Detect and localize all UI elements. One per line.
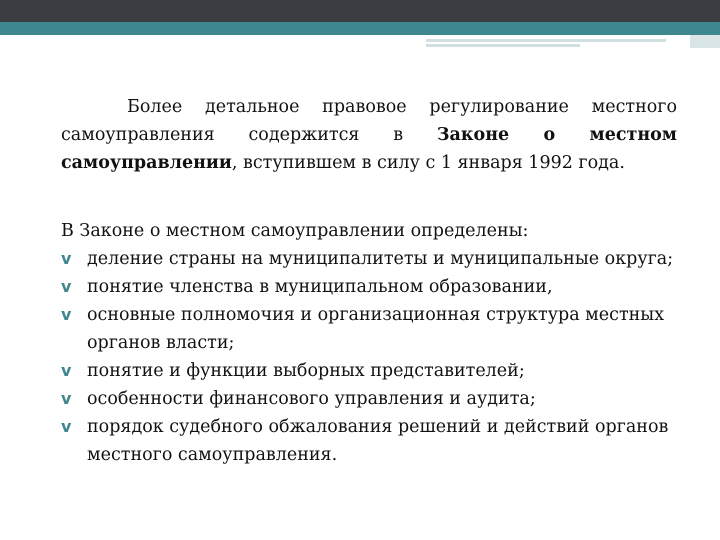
diamond-bullet-icon: v — [61, 417, 72, 436]
list-item-text: порядок судебного обжалования решений и действий органов местного самоуправления. — [87, 417, 669, 465]
diamond-bullet-icon: v — [61, 389, 72, 408]
list-item-text: понятие членства в муниципальном образовании, — [87, 277, 553, 297]
list-item — [61, 273, 677, 301]
intro-paragraph — [61, 93, 677, 177]
provisions-list — [61, 245, 677, 469]
list-item-text: основные полномочия и организационная структура местных органов власти; — [87, 305, 665, 353]
slide-content — [61, 93, 677, 469]
list-heading: В Законе о местном самоуправлении определены: — [61, 221, 529, 241]
diamond-bullet-icon: v — [61, 249, 72, 268]
header-accent-bar — [0, 22, 720, 35]
list-item — [61, 357, 677, 385]
list-item — [61, 245, 677, 273]
header-dark-bar — [0, 0, 720, 22]
list-item — [61, 301, 677, 357]
paragraph-text-start: Более детальное правовое регулирование местного самоуправления содержится в — [61, 97, 677, 145]
law-name: Законе о местном самоуправлении — [61, 125, 678, 173]
header-decor-line — [426, 39, 666, 42]
diamond-bullet-icon: v — [61, 305, 72, 324]
diamond-bullet-icon: v — [61, 277, 72, 296]
list-item-text: особенности финансового управления и аудита; — [87, 389, 536, 409]
header-corner-block — [690, 0, 720, 48]
list-item — [61, 413, 677, 469]
header-decor-line-short — [426, 44, 580, 47]
list-item-text: деление страны на муниципалитеты и муниципальные округа; — [87, 249, 674, 269]
diamond-bullet-icon: v — [61, 361, 72, 380]
paragraph-text-end: , вступившем в силу с 1 января 1992 года. — [231, 153, 625, 173]
list-item — [61, 385, 677, 413]
list-item-text: понятие и функции выборных представителей; — [87, 361, 525, 381]
